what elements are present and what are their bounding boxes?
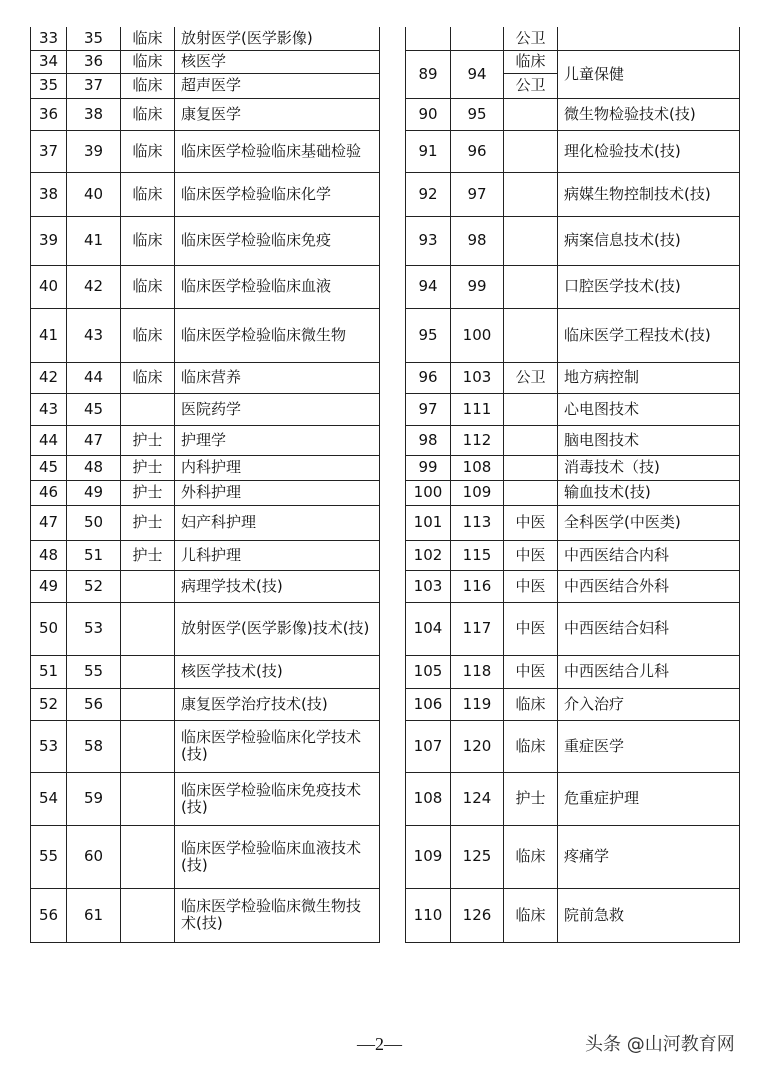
- table-row: [31, 540, 380, 570]
- cell-row-number: 51: [31, 655, 67, 688]
- cell-row-number: 97: [406, 393, 451, 425]
- cell-code: 108: [451, 455, 504, 480]
- cell-code: 37: [67, 73, 121, 98]
- cell-code: 40: [67, 172, 121, 216]
- cell-specialty: 放射医学(医学影像)技术(技): [175, 602, 380, 655]
- cell-code: 35: [67, 27, 121, 50]
- table-row: [406, 655, 740, 688]
- cell-category: 中医: [504, 655, 558, 688]
- table-row: [31, 265, 380, 308]
- cell-row-number: 40: [31, 265, 67, 308]
- cell-category: [121, 393, 175, 425]
- cell-category: [504, 130, 558, 172]
- cell-code: 95: [451, 98, 504, 130]
- cell-row-number: 56: [31, 888, 67, 942]
- cell-row-number: 54: [31, 772, 67, 825]
- cell-code: 49: [67, 480, 121, 505]
- cell-specialty: 临床医学检验临床免疫: [175, 216, 380, 265]
- cell-row-number: 37: [31, 130, 67, 172]
- cell-category: [121, 825, 175, 888]
- cell-category: 中医: [504, 570, 558, 602]
- cell-specialty: 院前急救: [558, 888, 740, 942]
- table-row: [31, 425, 380, 455]
- cell-specialty: 中西医结合内科: [558, 540, 740, 570]
- cell-row-number: [406, 27, 451, 50]
- cell-code: 36: [67, 50, 121, 73]
- table-row: [406, 362, 740, 393]
- cell-category: [504, 455, 558, 480]
- table-row: [406, 455, 740, 480]
- cell-specialty: 介入治疗: [558, 688, 740, 720]
- cell-row-number: 43: [31, 393, 67, 425]
- cell-row-number: 94: [406, 265, 451, 308]
- table-row: [31, 308, 380, 362]
- cell-category: 护士: [121, 425, 175, 455]
- cell-row-number: 33: [31, 27, 67, 50]
- cell-specialty: [558, 27, 740, 50]
- cell-row-number: 36: [31, 98, 67, 130]
- table-row: [406, 393, 740, 425]
- cell-code: 45: [67, 393, 121, 425]
- table-row: [406, 540, 740, 570]
- cell-category: 中医: [504, 602, 558, 655]
- cell-category: 中医: [504, 505, 558, 540]
- cell-code: 43: [67, 308, 121, 362]
- cell-category: 临床: [121, 73, 175, 98]
- cell-row-number: 34: [31, 50, 67, 73]
- cell-code: 94: [451, 50, 504, 98]
- cell-specialty: 儿科护理: [175, 540, 380, 570]
- cell-row-number: 50: [31, 602, 67, 655]
- cell-code: 96: [451, 130, 504, 172]
- table-row: [406, 888, 740, 942]
- cell-category: [121, 570, 175, 602]
- cell-specialty: 临床营养: [175, 362, 380, 393]
- table-row: [406, 825, 740, 888]
- cell-specialty: 临床医学检验临床化学技术(技): [175, 720, 380, 772]
- cell-category: 公卫: [504, 362, 558, 393]
- cell-category: 临床: [121, 308, 175, 362]
- cell-category: [121, 602, 175, 655]
- table-row: [406, 602, 740, 655]
- table-row: [31, 688, 380, 720]
- cell-code: 97: [451, 172, 504, 216]
- table-row: [406, 425, 740, 455]
- cell-row-number: 100: [406, 480, 451, 505]
- cell-specialty: 核医学: [175, 50, 380, 73]
- cell-category: 临床: [121, 130, 175, 172]
- cell-code: 117: [451, 602, 504, 655]
- cell-code: 56: [67, 688, 121, 720]
- cell-specialty: 超声医学: [175, 73, 380, 98]
- cell-code: 98: [451, 216, 504, 265]
- cell-row-number: 91: [406, 130, 451, 172]
- cell-row-number: 42: [31, 362, 67, 393]
- cell-category: [504, 265, 558, 308]
- cell-category: [504, 98, 558, 130]
- cell-specialty: 输血技术(技): [558, 480, 740, 505]
- left-table: [30, 27, 380, 943]
- cell-row-number: 105: [406, 655, 451, 688]
- cell-code: 113: [451, 505, 504, 540]
- watermark: 头条 @山河教育网: [585, 1034, 735, 1055]
- cell-category: [504, 425, 558, 455]
- cell-specialty: 临床医学检验临床基础检验: [175, 130, 380, 172]
- cell-specialty: 中西医结合妇科: [558, 602, 740, 655]
- cell-specialty: 临床医学检验临床化学: [175, 172, 380, 216]
- cell-row-number: 93: [406, 216, 451, 265]
- cell-code: 126: [451, 888, 504, 942]
- cell-category: [121, 772, 175, 825]
- cell-row-number: 110: [406, 888, 451, 942]
- table-row: [31, 216, 380, 265]
- table-row: [31, 655, 380, 688]
- cell-category: [121, 655, 175, 688]
- cell-row-number: 41: [31, 308, 67, 362]
- cell-row-number: 38: [31, 172, 67, 216]
- cell-code: 59: [67, 772, 121, 825]
- cell-row-number: 49: [31, 570, 67, 602]
- table-row: [406, 570, 740, 602]
- cell-category: [504, 308, 558, 362]
- cell-category: 临床: [121, 98, 175, 130]
- cell-category: [121, 888, 175, 942]
- cell-code: 53: [67, 602, 121, 655]
- cell-specialty: 内科护理: [175, 455, 380, 480]
- cell-specialty: 中西医结合外科: [558, 570, 740, 602]
- cell-row-number: 95: [406, 308, 451, 362]
- table-row: [31, 362, 380, 393]
- cell-specialty: 临床医学工程技术(技): [558, 308, 740, 362]
- cell-code: 47: [67, 425, 121, 455]
- cell-code: 118: [451, 655, 504, 688]
- cell-row-number: 46: [31, 480, 67, 505]
- table-row: [406, 216, 740, 265]
- cell-category: 临床: [121, 27, 175, 50]
- cell-specialty: 临床医学检验临床血液技术(技): [175, 825, 380, 888]
- cell-row-number: 48: [31, 540, 67, 570]
- cell-specialty: 全科医学(中医类): [558, 505, 740, 540]
- cell-category: [121, 688, 175, 720]
- table-row: [31, 825, 380, 888]
- cell-row-number: 98: [406, 425, 451, 455]
- table-row: [31, 602, 380, 655]
- cell-category: 护士: [121, 540, 175, 570]
- cell-category: [504, 172, 558, 216]
- table-row: [31, 772, 380, 825]
- cell-row-number: 96: [406, 362, 451, 393]
- cell-row-number: 45: [31, 455, 67, 480]
- cell-category: 临床: [121, 362, 175, 393]
- page-number: —2—: [357, 1034, 402, 1054]
- cell-category: 临床: [504, 825, 558, 888]
- cell-code: 109: [451, 480, 504, 505]
- cell-specialty: 疼痛学: [558, 825, 740, 888]
- cell-specialty: 临床医学检验临床免疫技术(技): [175, 772, 380, 825]
- cell-specialty: 地方病控制: [558, 362, 740, 393]
- cell-code: 119: [451, 688, 504, 720]
- table-row: [406, 308, 740, 362]
- cell-row-number: 47: [31, 505, 67, 540]
- cell-row-number: 52: [31, 688, 67, 720]
- cell-specialty: 护理学: [175, 425, 380, 455]
- table-row: [31, 570, 380, 602]
- table-row: [406, 505, 740, 540]
- cell-row-number: 39: [31, 216, 67, 265]
- cell-category: [504, 480, 558, 505]
- cell-code: 61: [67, 888, 121, 942]
- table-row: [406, 130, 740, 172]
- cell-code: 58: [67, 720, 121, 772]
- cell-code: 60: [67, 825, 121, 888]
- cell-row-number: 90: [406, 98, 451, 130]
- cell-specialty: 临床医学检验临床微生物: [175, 308, 380, 362]
- cell-row-number: 89: [406, 50, 451, 98]
- cell-specialty: 儿童保健: [558, 50, 740, 98]
- cell-category: 中医: [504, 540, 558, 570]
- right-table: [405, 27, 740, 943]
- cell-specialty: 外科护理: [175, 480, 380, 505]
- cell-category: 护士: [121, 455, 175, 480]
- cell-row-number: 99: [406, 455, 451, 480]
- cell-row-number: 106: [406, 688, 451, 720]
- cell-category: 临床: [504, 688, 558, 720]
- cell-category: 临床: [121, 265, 175, 308]
- cell-specialty: 病案信息技术(技): [558, 216, 740, 265]
- cell-row-number: 107: [406, 720, 451, 772]
- cell-code: 115: [451, 540, 504, 570]
- cell-category: 临床: [121, 216, 175, 265]
- cell-code: 111: [451, 393, 504, 425]
- cell-category: [121, 720, 175, 772]
- cell-code: 48: [67, 455, 121, 480]
- cell-row-number: 55: [31, 825, 67, 888]
- table-row: [406, 27, 740, 50]
- cell-row-number: 35: [31, 73, 67, 98]
- cell-specialty: 康复医学治疗技术(技): [175, 688, 380, 720]
- cell-specialty: 临床医学检验临床微生物技术(技): [175, 888, 380, 942]
- cell-specialty: 重症医学: [558, 720, 740, 772]
- cell-code: 99: [451, 265, 504, 308]
- cell-category: 临床: [504, 720, 558, 772]
- cell-row-number: 109: [406, 825, 451, 888]
- cell-code: 50: [67, 505, 121, 540]
- table-row: [31, 98, 380, 130]
- table-row: [406, 720, 740, 772]
- cell-code: 39: [67, 130, 121, 172]
- cell-category: 临床: [504, 888, 558, 942]
- cell-code: 44: [67, 362, 121, 393]
- table-row: [31, 888, 380, 942]
- cell-row-number: 101: [406, 505, 451, 540]
- table-row: [31, 73, 380, 98]
- cell-specialty: 病媒生物控制技术(技): [558, 172, 740, 216]
- cell-code: 42: [67, 265, 121, 308]
- table-row: [406, 50, 740, 73]
- table-row: [406, 172, 740, 216]
- table-row: [31, 505, 380, 540]
- table-row: [31, 27, 380, 50]
- cell-category: 护士: [121, 505, 175, 540]
- cell-row-number: 44: [31, 425, 67, 455]
- table-row: [406, 480, 740, 505]
- cell-code: 120: [451, 720, 504, 772]
- cell-category: [504, 216, 558, 265]
- cell-specialty: 心电图技术: [558, 393, 740, 425]
- table-row: [31, 480, 380, 505]
- cell-specialty: 医院药学: [175, 393, 380, 425]
- cell-code: 41: [67, 216, 121, 265]
- cell-specialty: 理化检验技术(技): [558, 130, 740, 172]
- table-row: [31, 172, 380, 216]
- cell-specialty: 康复医学: [175, 98, 380, 130]
- cell-row-number: 104: [406, 602, 451, 655]
- cell-specialty: 口腔医学技术(技): [558, 265, 740, 308]
- cell-code: 125: [451, 825, 504, 888]
- table-row: [31, 455, 380, 480]
- cell-category: 临床: [121, 172, 175, 216]
- cell-category: 临床: [504, 50, 558, 73]
- cell-code: 103: [451, 362, 504, 393]
- cell-code: 100: [451, 308, 504, 362]
- cell-row-number: 53: [31, 720, 67, 772]
- cell-code: 112: [451, 425, 504, 455]
- cell-category: 公卫: [504, 27, 558, 50]
- cell-row-number: 108: [406, 772, 451, 825]
- table-row: [31, 50, 380, 73]
- cell-code: 55: [67, 655, 121, 688]
- table-row: [31, 393, 380, 425]
- table-row: [406, 688, 740, 720]
- cell-code: 51: [67, 540, 121, 570]
- cell-code: [451, 27, 504, 50]
- cell-specialty: 微生物检验技术(技): [558, 98, 740, 130]
- table-row: [406, 265, 740, 308]
- cell-specialty: 临床医学检验临床血液: [175, 265, 380, 308]
- cell-category: 公卫: [504, 73, 558, 98]
- cell-category: 护士: [504, 772, 558, 825]
- table-row: [31, 720, 380, 772]
- cell-category: 临床: [121, 50, 175, 73]
- cell-specialty: 脑电图技术: [558, 425, 740, 455]
- cell-category: [504, 393, 558, 425]
- cell-code: 52: [67, 570, 121, 602]
- cell-code: 124: [451, 772, 504, 825]
- cell-code: 116: [451, 570, 504, 602]
- cell-specialty: 核医学技术(技): [175, 655, 380, 688]
- cell-specialty: 病理学技术(技): [175, 570, 380, 602]
- cell-row-number: 92: [406, 172, 451, 216]
- cell-specialty: 消毒技术（技): [558, 455, 740, 480]
- cell-specialty: 中西医结合儿科: [558, 655, 740, 688]
- cell-specialty: 放射医学(医学影像): [175, 27, 380, 50]
- cell-specialty: 危重症护理: [558, 772, 740, 825]
- cell-code: 38: [67, 98, 121, 130]
- cell-specialty: 妇产科护理: [175, 505, 380, 540]
- table-row: [31, 130, 380, 172]
- cell-row-number: 102: [406, 540, 451, 570]
- cell-category: 护士: [121, 480, 175, 505]
- table-row: [406, 98, 740, 130]
- cell-row-number: 103: [406, 570, 451, 602]
- table-row: [406, 772, 740, 825]
